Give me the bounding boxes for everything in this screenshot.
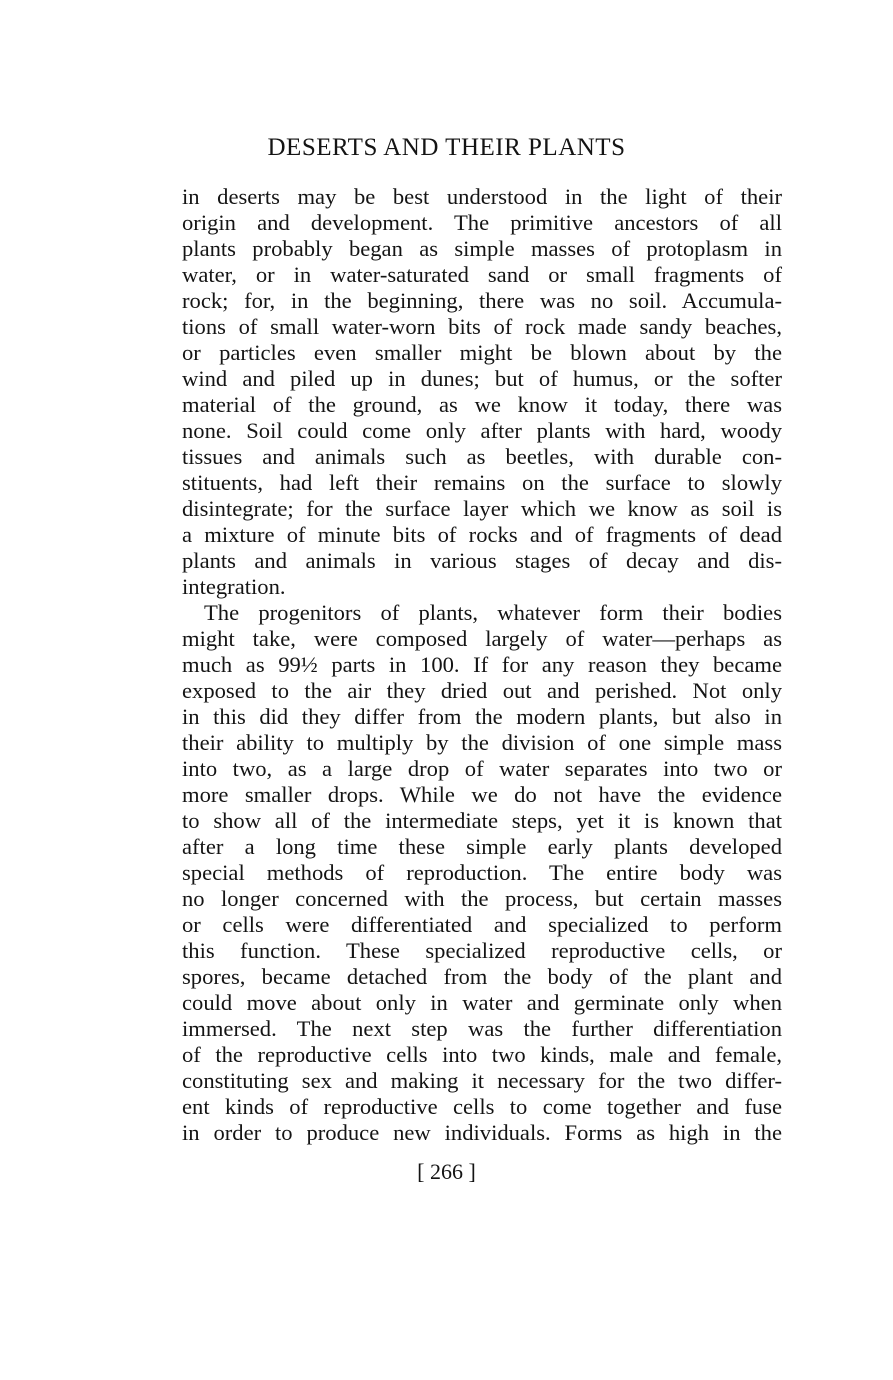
paragraph-1 [182, 184, 782, 600]
text-line: disintegrate; for the surface layer which we know as soil is [182, 496, 782, 521]
paragraph-2 [182, 600, 782, 1146]
text-line: their ability to multiply by the division of one simple mass [182, 730, 782, 755]
text-line: rock; for, in the beginning, there was no soil. Accumula- [182, 288, 782, 313]
text-line: The progenitors of plants, whatever form their bodies [204, 600, 782, 625]
body-text [182, 184, 782, 1146]
text-line: into two, as a large drop of water separates into two or [182, 756, 782, 781]
page-number: [ 266 ] [417, 1159, 476, 1184]
text-line: much as 99½ parts in 100. If for any reason they became [182, 652, 782, 677]
text-line: water, or in water-saturated sand or small fragments of [182, 262, 782, 287]
text-line: origin and development. The primitive ancestors of all [182, 210, 782, 235]
text-line: exposed to the air they dried out and perished. Not only [182, 678, 782, 703]
text-line: plants probably began as simple masses of protoplasm in [182, 236, 782, 261]
text-line: no longer concerned with the process, but certain masses [182, 886, 782, 911]
text-line: special methods of reproduction. The entire body was [182, 860, 782, 885]
text-line: none. Soil could come only after plants with hard, woody [182, 418, 782, 443]
text-line: a mixture of minute bits of rocks and of fragments of dead [182, 522, 782, 547]
text-line: spores, became detached from the body of the plant and [182, 964, 782, 989]
text-line: tions of small water-worn bits of rock made sandy beaches, [182, 314, 782, 339]
running-head: DESERTS AND THEIR PLANTS [267, 134, 626, 161]
text-line: integration. [182, 574, 286, 599]
text-line: more smaller drops. While we do not have the evidence [182, 782, 782, 807]
text-line: of the reproductive cells into two kinds, male and female, [182, 1042, 782, 1067]
text-line: plants and animals in various stages of decay and dis- [182, 548, 782, 573]
text-line: or particles even smaller might be blown about by the [182, 340, 782, 365]
text-line: could move about only in water and germinate only when [182, 990, 782, 1015]
text-line: material of the ground, as we know it today, there was [182, 392, 782, 417]
text-line: or cells were differentiated and specialized to perform [182, 912, 782, 937]
text-line: this function. These specialized reproductive cells, or [182, 938, 782, 963]
text-line: wind and piled up in dunes; but of humus, or the softer [182, 366, 782, 391]
text-line: might take, were composed largely of water—perhaps as [182, 626, 782, 651]
text-line: ent kinds of reproductive cells to come together and fuse [182, 1094, 782, 1119]
text-line: immersed. The next step was the further differentiation [182, 1016, 782, 1041]
text-line: in this did they differ from the modern plants, but also in [182, 704, 782, 729]
text-line: stituents, had left their remains on the surface to slowly [182, 470, 782, 495]
text-line: after a long time these simple early plants developed [182, 834, 782, 859]
text-line: to show all of the intermediate steps, yet it is known that [182, 808, 782, 833]
text-line: tissues and animals such as beetles, with durable con- [182, 444, 782, 469]
text-line: in order to produce new individuals. Forms as high in the [182, 1120, 782, 1145]
text-line: constituting sex and making it necessary for the two differ- [182, 1068, 782, 1093]
text-line: in deserts may be best understood in the light of their [182, 184, 782, 209]
